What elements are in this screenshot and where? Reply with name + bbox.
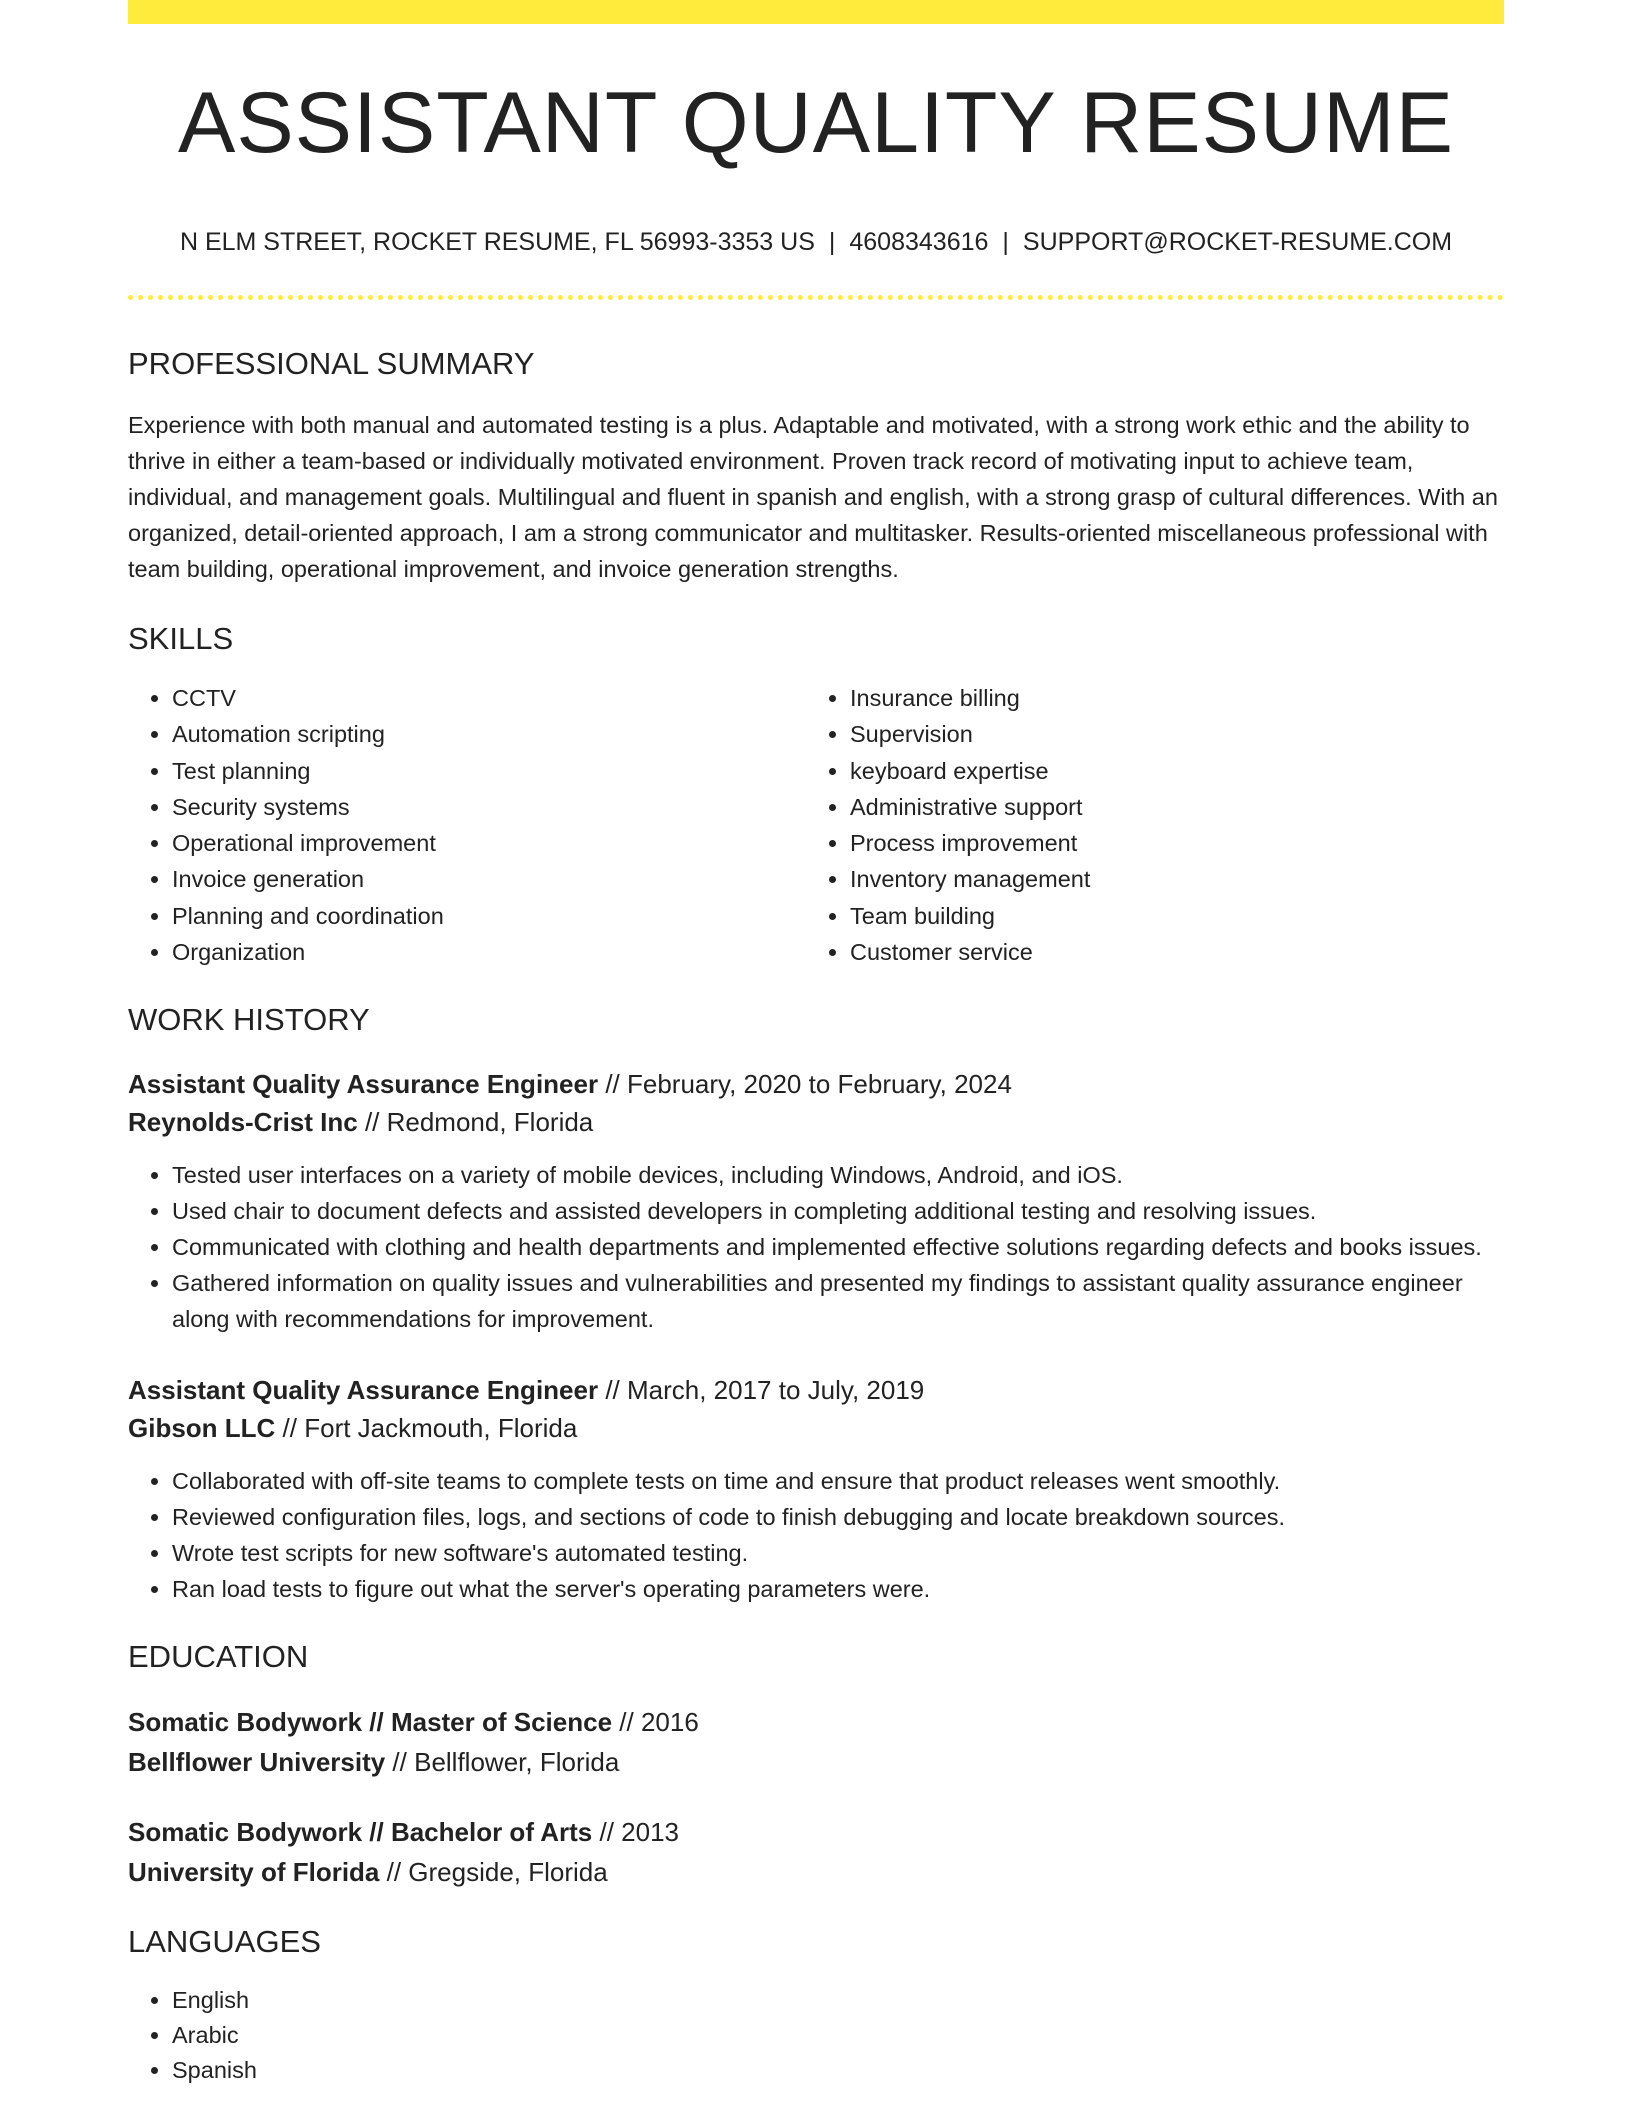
dotted-divider (128, 295, 1504, 300)
education-entry (128, 1812, 1504, 1892)
school-location: // Gregside, Florida (379, 1857, 608, 1888)
job-bullet: • Tested user interfaces on a variety of mobile devices, including Windows, Android, and iOS. (172, 1157, 1504, 1193)
skill-item: • Test planning (172, 753, 806, 789)
school-line (128, 1742, 1504, 1782)
top-accent-bar (128, 0, 1504, 24)
contact-phone: 4608343616 (849, 228, 989, 256)
skill-item: • Insurance billing (850, 680, 1484, 716)
job-bullet: • Wrote test scripts for new software's automated testing. (172, 1535, 1504, 1571)
education-heading: EDUCATION (128, 1639, 309, 1675)
job-bullet: • Communicated with clothing and health departments and implemented effective solutions regarding defects and books issues. (172, 1229, 1504, 1265)
contact-address: N ELM STREET, ROCKET RESUME, FL 56993-3353 US (179, 228, 815, 256)
education-entry (128, 1702, 1504, 1782)
contact-line (128, 230, 1504, 255)
skill-item: • Administrative support (850, 789, 1484, 825)
summary-heading: PROFESSIONAL SUMMARY (128, 346, 535, 381)
language-item: • Spanish (172, 2053, 1504, 2088)
job-location: // Fort Jackmouth, Florida (275, 1413, 578, 1444)
work-history-heading: WORK HISTORY (128, 1002, 370, 1038)
contact-separator: | (828, 228, 836, 256)
job-bullet: • Ran load tests to figure out what the server's operating parameters were. (172, 1571, 1504, 1607)
job-bullets (128, 1157, 1504, 1337)
skill-item: • Planning and coordination (172, 898, 806, 934)
job-location: // Redmond, Florida (357, 1107, 594, 1138)
languages-list (128, 1983, 1504, 2088)
job-bullet: • Used chair to document defects and assisted developers in completing additional testing and resolving issues. (172, 1193, 1504, 1229)
job-header (128, 1065, 1504, 1141)
skill-item: • Security systems (172, 789, 806, 825)
school-line (128, 1852, 1504, 1892)
skills-heading: SKILLS (128, 621, 234, 656)
job-bullets (128, 1463, 1504, 1607)
school: University of Florida (128, 1857, 380, 1888)
job-bullet: • Collaborated with off-site teams to complete tests on time and ensure that product releases went smoothly. (172, 1463, 1504, 1499)
job-header (128, 1371, 1504, 1447)
job-company: Gibson LLC (128, 1413, 276, 1444)
skill-item: • Supervision (850, 716, 1484, 752)
job-dates: // February, 2020 to February, 2024 (598, 1069, 1012, 1100)
skill-item: • CCTV (172, 680, 806, 716)
skill-item: • Team building (850, 898, 1484, 934)
degree-year: // 2016 (612, 1707, 699, 1738)
job-role: Assistant Quality Assurance Engineer (128, 1375, 599, 1406)
job-role-line (128, 1371, 1504, 1409)
skill-item: • keyboard expertise (850, 753, 1484, 789)
skill-item: • Inventory management (850, 861, 1484, 897)
skill-item: • Automation scripting (172, 716, 806, 752)
skills-column-left (128, 680, 806, 970)
job-bullet: • Reviewed configuration files, logs, and sections of code to finish debugging and locate breakdown sources. (172, 1499, 1504, 1535)
job-company-line (128, 1409, 1504, 1447)
job-bullet: • Gathered information on quality issues and vulnerabilities and presented my findings to assistant quality assurance engineer along with recommendations for improvement. (172, 1265, 1504, 1337)
job-company-line (128, 1103, 1504, 1141)
skills-grid (128, 680, 1504, 970)
job-company: Reynolds-Crist Inc (128, 1107, 358, 1138)
contact-email: SUPPORT@ROCKET-RESUME.COM (1022, 228, 1453, 256)
degree-line (128, 1702, 1504, 1742)
resume-page (128, 0, 1504, 2088)
skills-column-right (806, 680, 1484, 970)
school-location: // Bellflower, Florida (385, 1747, 620, 1778)
job-dates: // March, 2017 to July, 2019 (598, 1375, 925, 1406)
language-item: • Arabic (172, 2018, 1504, 2053)
skill-item: • Customer service (850, 934, 1484, 970)
school: Bellflower University (128, 1747, 386, 1778)
contact-separator: | (1002, 228, 1009, 256)
degree-line (128, 1812, 1504, 1852)
summary-paragraph: Experience with both manual and automated testing is a plus. Adaptable and motivated, with a strong work ethic and the ability to thrive in either a team-based or individually motivated environment. Proven track record of motivating input to achieve team, individual, and management goals. Multilingual and fluent in spanish and english, with a strong grasp of cultural differences. With an organized, detail-oriented approach, I am a strong communicator and multitasker. Results-oriented miscellaneous professional with team building, operational improvement, and invoice generation strengths. (128, 412, 1498, 582)
resume-name: ASSISTANT QUALITY RESUME (177, 75, 1455, 171)
degree: Somatic Bodywork // Master of Science (128, 1707, 613, 1738)
skill-item: • Invoice generation (172, 861, 806, 897)
language-item: • English (172, 1983, 1504, 2018)
job-role: Assistant Quality Assurance Engineer (128, 1069, 599, 1100)
skill-item: • Process improvement (850, 825, 1484, 861)
languages-heading: LANGUAGES (128, 1924, 321, 1960)
degree-year: // 2013 (592, 1817, 679, 1848)
degree: Somatic Bodywork // Bachelor of Arts (128, 1817, 593, 1848)
job-role-line (128, 1065, 1504, 1103)
skill-item: • Organization (172, 934, 806, 970)
skill-item: • Operational improvement (172, 825, 806, 861)
